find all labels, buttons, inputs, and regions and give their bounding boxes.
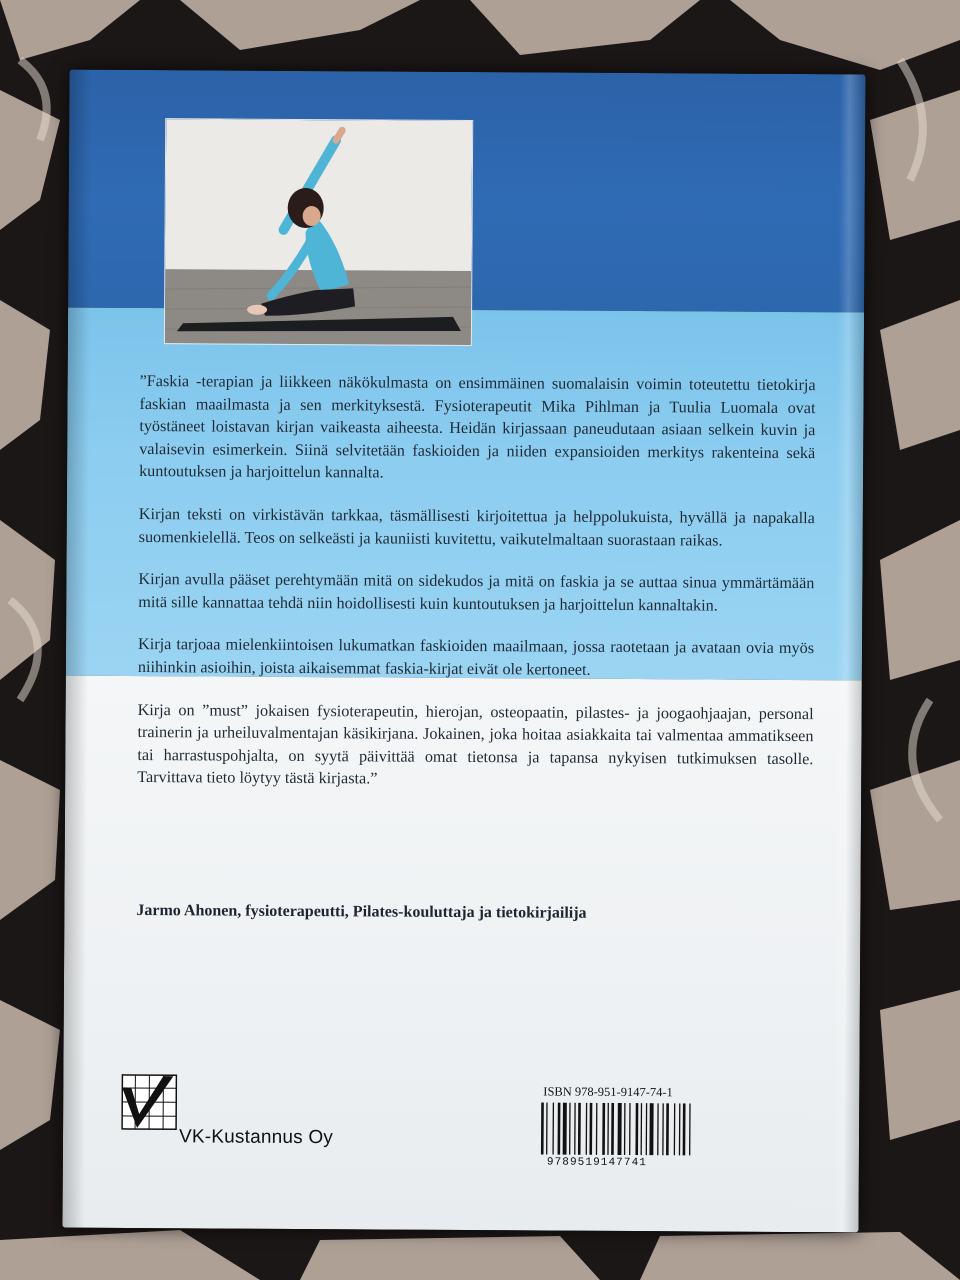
blurb-paragraph-2: Kirjan teksti on virkistävän tarkkaa, täsmällisesti kirjoitettua ja helppolukuista, hyvällä ja napakalla suomenkielellä. Teos on selkeästi ja kauniisti kuvitettu, vaikutelmaltaan suorastaan raikas. xyxy=(138,504,815,550)
blurb-text xyxy=(137,370,816,813)
blurb-paragraph-5: Kirja on ”must” jokaisen fysioterapeutin, hierojan, osteopaatin, pilastes- ja joogaohjaajan, personal trainerin ja urheiluvalmentajan käsikirjana. Jokainen, joka hoitaa asiakkaita tai valmentaa ammatikseen tai harrastuspohjalta, on syytä päivittää omat tietonsa ja tapansa nykyisen tutkimuksen tasolle. Tarvittava tieto löytyy tästä kirjasta.” xyxy=(137,700,814,788)
publisher-block xyxy=(121,1074,382,1166)
author-credit: Jarmo Ahonen, fysioterapeutti, Pilates-kouluttaja ja tietokirjailija xyxy=(136,902,587,922)
cover-photo-stretching-woman xyxy=(164,118,473,346)
isbn-label: ISBN 978-951-9147-74-1 xyxy=(543,1084,673,1100)
blurb-paragraph-3: Kirjan avulla pääset perehtymään mitä on sidekudos ja mitä on faskia ja se auttaa sinua ymmärtämään mitä sille kannattaa tehdä niin hoidollisesti kuin kuntoutuksen ja harjoittelun kannaltakin. xyxy=(138,570,815,615)
publisher-logo-icon xyxy=(121,1074,177,1130)
book-back-cover xyxy=(62,70,865,1233)
barcode-icon xyxy=(539,1102,719,1159)
blurb-paragraph-4: Kirja tarjoaa mielenkiintoisen lukumatkan faskioiden maailmaan, jossa raotetaan ja avataan ovia myös niihinkin asioihin, joista aikaisemmat faskia-kirjat eivät ole kertoneet. xyxy=(137,635,815,679)
publisher-name: VK-Kustannus Oy xyxy=(178,1126,334,1149)
barcode-digits: 9789519147741 xyxy=(546,1156,648,1170)
blurb-paragraph-1: ”Faskia -terapian ja liikkeen näkökulmasta on ensimmäinen suomalaisin voimin toteutettu tietokirja faskian maailmasta ja sen merkityksestä. Fysioterapeutit Mika Pihlman ja Tuulia Luomala ovat työstäneet loistavan kirjan vaikeasta aiheesta. Heidän kirjassaan paneudutaan asiaan selkein kuvin ja valaisevin esimerkein. Siinä selvitetään faskioiden ja niiden expansioiden merkitys rakenteina sekä kuntoutuksen ja harjoittelun kannalta. xyxy=(139,372,816,482)
